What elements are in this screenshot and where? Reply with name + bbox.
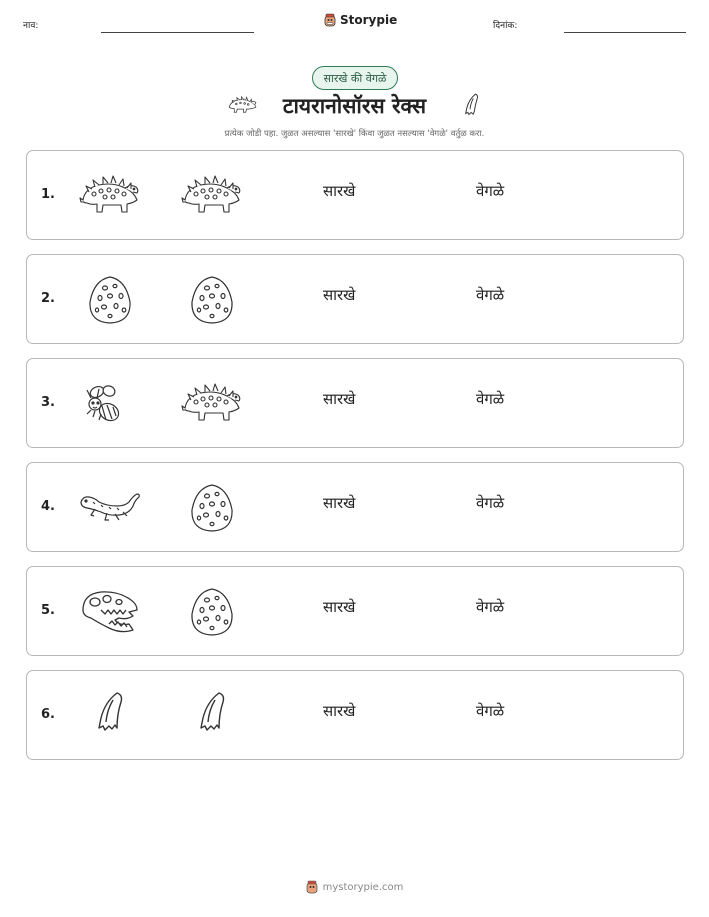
- question-row-2: [26, 254, 684, 344]
- option-different[interactable]: वेगळे: [476, 702, 505, 720]
- egg-icon: [181, 482, 243, 534]
- claw-icon: [79, 690, 141, 742]
- storypie-logo: [324, 13, 397, 27]
- title-row: [0, 92, 709, 120]
- instructions: प्रत्येक जोडी पहा. जुळत असल्यास 'सारखे' किंवा जुळत नसल्यास 'वेगळे' वर्तुळ करा.: [224, 129, 485, 139]
- worksheet-type-badge: सारखे की वेगळे: [312, 66, 398, 90]
- storypie-mascot-icon: [324, 13, 336, 27]
- option-different[interactable]: वेगळे: [476, 390, 505, 408]
- page-title: टायरानोसॉरस रेक्स: [282, 94, 427, 118]
- question-row-1: [26, 150, 684, 240]
- question-row-5: [26, 566, 684, 656]
- option-same[interactable]: सारखे: [323, 390, 356, 408]
- lizard-icon: [79, 482, 141, 534]
- question-number: 3.: [41, 395, 55, 410]
- option-same[interactable]: सारखे: [323, 702, 356, 720]
- storypie-mascot-icon: [306, 880, 318, 894]
- date-line[interactable]: [564, 32, 686, 33]
- name-label: नाव:: [23, 21, 39, 31]
- claw-icon: [459, 92, 481, 120]
- egg-icon: [181, 586, 243, 638]
- brand-name: Storypie: [340, 13, 398, 27]
- question-row-4: [26, 462, 684, 552]
- question-number: 6.: [41, 707, 55, 722]
- question-row-6: [26, 670, 684, 760]
- question-number: 1.: [41, 187, 55, 202]
- question-row-3: [26, 358, 684, 448]
- claw-icon: [181, 690, 243, 742]
- name-line[interactable]: [101, 32, 254, 33]
- bee-icon: [79, 378, 141, 430]
- footer: [0, 880, 709, 894]
- option-same[interactable]: सारखे: [323, 494, 356, 512]
- option-different[interactable]: वेगळे: [476, 182, 505, 200]
- question-number: 4.: [41, 499, 55, 514]
- egg-icon: [181, 274, 243, 326]
- question-number: 5.: [41, 603, 55, 618]
- ankylosaurus-icon: [181, 378, 243, 430]
- option-same[interactable]: सारखे: [323, 286, 356, 304]
- option-different[interactable]: वेगळे: [476, 494, 505, 512]
- trex-skull-icon: [79, 586, 141, 638]
- footer-url[interactable]: mystorypie.com: [322, 881, 404, 893]
- option-same[interactable]: सारखे: [323, 598, 356, 616]
- question-number: 2.: [41, 291, 55, 306]
- date-label: दिनांक:: [493, 21, 518, 31]
- egg-icon: [79, 274, 141, 326]
- option-different[interactable]: वेगळे: [476, 598, 505, 616]
- option-same[interactable]: सारखे: [323, 182, 356, 200]
- option-different[interactable]: वेगळे: [476, 286, 505, 304]
- ankylosaurus-icon: [79, 170, 141, 222]
- ankylosaurus-icon: [181, 170, 243, 222]
